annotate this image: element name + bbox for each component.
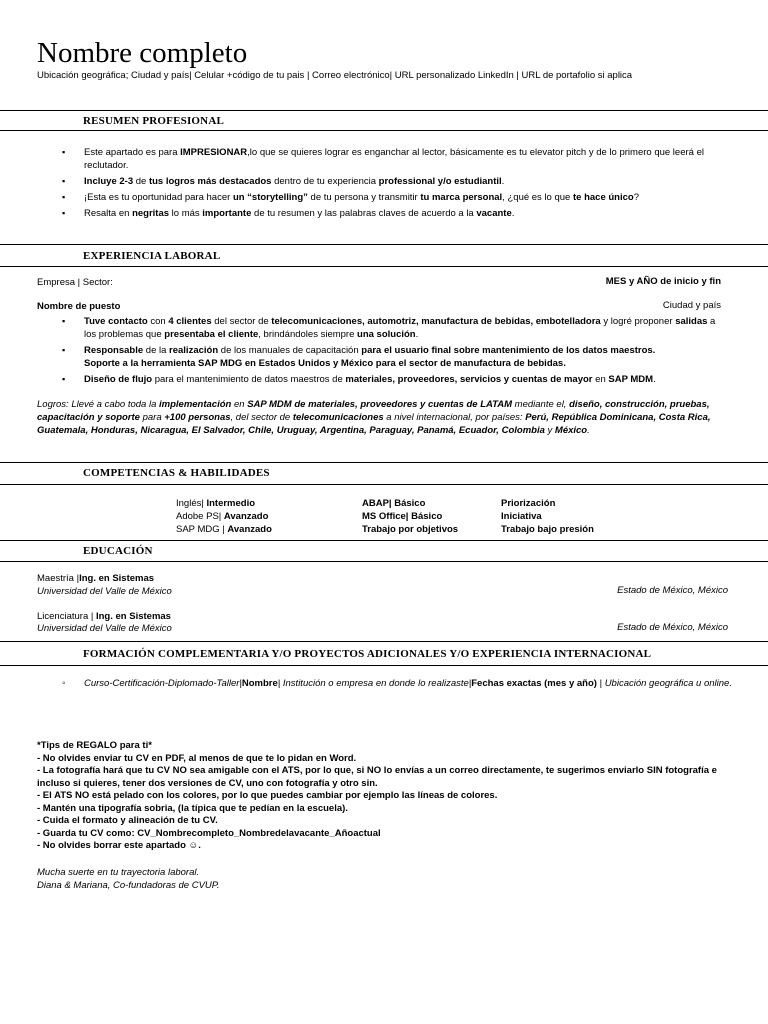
formacion-list — [60, 677, 735, 693]
divider — [0, 540, 768, 541]
divider — [0, 266, 768, 267]
education-school: Universidad del Valle de México — [37, 586, 172, 597]
closing-note — [37, 867, 220, 892]
list-item: ▪ Este apartado es para IMPRESIONAR,lo que se quieres lograr es enganchar al lector, básicamente es tu elevator pitch y de lo primero que leerá el reclutador. — [60, 146, 730, 172]
skill-item: Inglés| Intermedio — [176, 498, 256, 509]
tip-line: - Cuida el formato y alineación de tu CV. — [37, 815, 218, 826]
divider — [0, 665, 768, 666]
skill-item: Iniciativa — [501, 511, 542, 522]
list-item: ▪ Diseño de flujo para el mantenimiento de datos maestros de materiales, proveedores, servicios y cuentas de mayor en SAP MDM. — [60, 373, 730, 386]
section-title-formacion: FORMACIÓN COMPLEMENTARIA Y/O PROYECTOS ADICIONALES Y/O EXPERIENCIA INTERNACIONAL — [83, 648, 652, 660]
skill-item: SAP MDG | Avanzado — [176, 524, 272, 535]
job-title: Nombre de puesto — [37, 301, 121, 312]
closing-line: Mucha suerte en tu trayectoria laboral. — [37, 867, 200, 878]
empresa-sector: Empresa | Sector: — [37, 277, 113, 288]
education-location: Estado de México, México — [617, 622, 728, 633]
divider — [0, 110, 768, 111]
section-title-competencias: COMPETENCIAS & HABILIDADES — [83, 467, 270, 479]
section-title-experiencia: EXPERIENCIA LABORAL — [83, 250, 221, 262]
divider — [0, 484, 768, 485]
tip-line: - No olvides borrar este apartado ☺. — [37, 840, 201, 851]
tip-line: - El ATS NO está pelado con los colores, por lo que puedes cambiar por ejemplo las líneas de colores. — [37, 790, 498, 801]
skill-item: Trabajo bajo presión — [501, 524, 594, 535]
list-item: ▪ Tuve contacto con 4 clientes del sector de telecomunicaciones, automotriz, manufactura de bebidas, embotelladora y logré proponer salidas a los problemas que presentaba el cliente, brindándoles siempre una solución. — [60, 315, 730, 341]
resumen-list — [60, 146, 730, 223]
list-item: ▪ ¡Esta es tu oportunidad para hacer un “storytelling” de tu persona y transmitir tu marca personal, ¿qué es lo que te hace único? — [60, 191, 730, 204]
skill-item: MS Office| Básico — [362, 511, 443, 522]
divider — [0, 244, 768, 245]
skill-item: Trabajo por objetivos — [362, 524, 459, 535]
education-degree: Licenciatura | Ing. en Sistemas — [37, 611, 171, 622]
tip-line: incluso si quieres, tener dos versiones de CV, uno con fotografía y otro sin. — [37, 777, 378, 789]
tip-line: - Mantén una tipografía sobria, (la típica que te pedían en la escuela). — [37, 802, 348, 814]
skills-column-2 — [362, 497, 458, 536]
job-dates: MES y AÑO de inicio y fin — [605, 276, 721, 287]
section-title-resumen: RESUMEN PROFESIONAL — [83, 115, 225, 127]
job-location: Ciudad y país — [662, 300, 721, 311]
tip-line: - La fotografía hará que tu CV NO sea amigable con el ATS, por lo que, si NO lo envías a un correo directamente, te sugerimos enviarlo SIN fotografía e — [37, 765, 717, 776]
skills-column-1 — [176, 497, 272, 536]
closing-line: Diana & Mariana, Co-fundadoras de CVUP. — [37, 879, 220, 891]
divider — [0, 130, 768, 131]
logros-paragraph: Logros: Llevé a cabo toda la implementación en SAP MDM de materiales, proveedores y cuentas de LATAM mediante el, diseño, construcción, pruebas, capacitación y soporte para +100 personas, del sector de telecomunicaciones a nivel internacional, por países: Perú, República Dominicana, Costa Rica, Guatemala, Honduras, Nicaragua, El Salvador, Chile, Uruguay, Argentina, Paraguay, Panamá, Ecuador, Colombia y México. — [37, 399, 711, 436]
divider — [0, 462, 768, 463]
skill-item: Adobe PS| Avanzado — [176, 511, 269, 522]
tip-line: - Guarda tu CV como: CV_Nombrecompleto_Nombredelavacante_Añoactual — [37, 827, 381, 839]
contact-line: Ubicación geográfica; Ciudad y país| Celular +código de tu pais | Correo electrónico| URL personalizado LinkedIn | URL de portafolio si aplica — [37, 70, 633, 81]
education-degree: Maestría |Ing. en Sistemas — [37, 573, 155, 584]
education-school: Universidad del Valle de México — [37, 623, 172, 634]
list-item: ◦ Curso-Certificación-Diplomado-Taller|Nombre| Institución o empresa en donde lo realizaste|Fechas exactas (mes y año) | Ubicación geográfica u online. — [60, 677, 735, 690]
skill-item: Priorización — [501, 498, 556, 509]
full-name: Nombre completo — [37, 37, 248, 69]
list-item: ▪ Responsable de la realización de los manuales de capacitación para el usuario final sobre mantenimiento de los datos maestros. Soporte a la herramienta SAP MDG en Estados Unidos y México para el sector de manufactura de bebidas. — [60, 344, 730, 370]
divider — [0, 561, 768, 562]
tips-block — [37, 740, 717, 853]
skills-column-3 — [501, 497, 594, 536]
divider — [0, 641, 768, 642]
list-item: ▪ Resalta en negritas lo más importante de tu resumen y las palabras claves de acuerdo a la vacante. — [60, 207, 730, 220]
skill-item: ABAP| Básico — [362, 498, 426, 509]
tips-title: *Tips de REGALO para ti* — [37, 740, 152, 751]
experiencia-list — [60, 315, 730, 389]
tip-line: - No olvides enviar tu CV en PDF, al menos de que te lo pidan en Word. — [37, 752, 357, 764]
education-location: Estado de México, México — [617, 585, 728, 596]
list-item: ▪ Incluye 2-3 de tus logros más destacados dentro de tu experiencia professional y/o estudiantil. — [60, 175, 730, 188]
section-title-educacion: EDUCACIÓN — [83, 545, 153, 557]
